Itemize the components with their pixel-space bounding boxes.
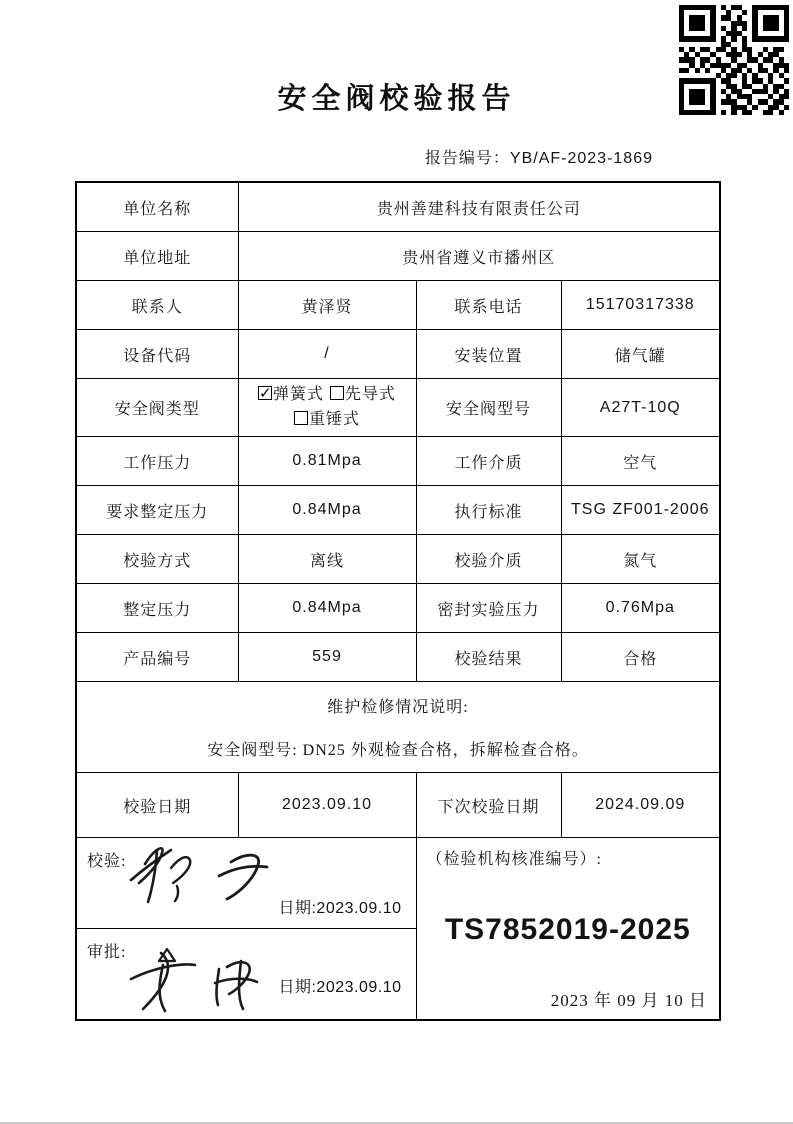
calibration-method-value: 离线 — [238, 535, 416, 584]
maintenance-note-cell — [76, 682, 720, 773]
product-number-value: 559 — [238, 633, 416, 682]
valve-model-value: A27T-10Q — [561, 379, 720, 437]
calibration-method-label: 校验方式 — [76, 535, 238, 584]
maintenance-note-detail: 安全阀型号: DN25 外观检查合格，拆解检查合格。 — [207, 742, 589, 759]
working-medium-value: 空气 — [561, 437, 720, 486]
standard-label: 执行标准 — [416, 486, 561, 535]
calibrator-date: 日期:2023.09.10 — [278, 900, 402, 917]
spring-checkbox — [258, 386, 272, 400]
calibration-medium-value: 氮气 — [561, 535, 720, 584]
contact-value: 黄泽贤 — [238, 281, 416, 330]
seal-test-pressure-label: 密封实验压力 — [416, 584, 561, 633]
maintenance-note-title: 维护检修情况说明: — [327, 699, 469, 716]
row-required-set-pressure — [76, 486, 720, 535]
next-calibration-date-value: 2024.09.09 — [561, 773, 720, 838]
approver-signature-cell — [76, 929, 416, 1021]
row-calibrator-signature — [76, 838, 720, 929]
unit-name-label: 单位名称 — [76, 182, 238, 232]
device-code-value: / — [238, 330, 416, 379]
valve-type-label: 安全阀类型 — [76, 379, 238, 437]
standard-value: TSG ZF001-2006 — [561, 486, 720, 535]
row-valve-type — [76, 379, 720, 437]
row-unit-address — [76, 232, 720, 281]
row-set-pressure — [76, 584, 720, 633]
required-set-pressure-value: 0.84Mpa — [238, 486, 416, 535]
product-number-label: 产品编号 — [76, 633, 238, 682]
unit-address-value: 贵州省遵义市播州区 — [238, 232, 720, 281]
spring-label: 弹簧式 — [272, 385, 324, 403]
report-number-line — [425, 145, 653, 168]
set-pressure-value: 0.84Mpa — [238, 584, 416, 633]
row-product-number — [76, 633, 720, 682]
result-label: 校验结果 — [416, 633, 561, 682]
valve-model-label: 安全阀型号 — [416, 379, 561, 437]
report-table — [75, 181, 721, 1021]
option-weight — [294, 411, 360, 428]
row-device-code — [76, 330, 720, 379]
approver-label: 审批: — [87, 944, 127, 961]
result-value: 合格 — [561, 633, 720, 682]
seal-test-pressure-value: 0.76Mpa — [561, 584, 720, 633]
unit-address-label: 单位地址 — [76, 232, 238, 281]
option-spring — [258, 386, 324, 403]
page-title: 安全阀校验报告 — [277, 83, 516, 115]
weight-checkbox — [294, 411, 308, 425]
unit-name-value: 贵州善建科技有限责任公司 — [238, 182, 720, 232]
working-medium-label: 工作介质 — [416, 437, 561, 486]
contact-label: 联系人 — [76, 281, 238, 330]
working-pressure-value: 0.81Mpa — [238, 437, 416, 486]
phone-value: 15170317338 — [561, 281, 720, 330]
approver-date: 日期:2023.09.10 — [278, 979, 402, 996]
pilot-label: 先导式 — [345, 385, 397, 403]
phone-label: 联系电话 — [416, 281, 561, 330]
device-code-label: 设备代码 — [76, 330, 238, 379]
agency-label: （检验机构核准编号）: — [426, 851, 602, 868]
calibrator-signature-cell — [76, 838, 416, 929]
calibrator-label: 校验: — [87, 853, 127, 870]
row-unit-name — [76, 182, 720, 232]
set-pressure-label: 整定压力 — [76, 584, 238, 633]
agency-approval-number: TS7852019-2025 — [444, 913, 691, 946]
row-contact — [76, 281, 720, 330]
row-calibration-method — [76, 535, 720, 584]
next-calibration-date-label: 下次校验日期 — [416, 773, 561, 838]
agency-cell — [416, 838, 720, 1021]
pilot-checkbox — [330, 386, 344, 400]
required-set-pressure-label: 要求整定压力 — [76, 486, 238, 535]
row-working-pressure — [76, 437, 720, 486]
working-pressure-label: 工作压力 — [76, 437, 238, 486]
valve-type-options — [238, 379, 416, 437]
calibration-date-value: 2023.09.10 — [238, 773, 416, 838]
row-maintenance-note — [76, 682, 720, 773]
install-position-value: 储气罐 — [561, 330, 720, 379]
calibration-date-label: 校验日期 — [76, 773, 238, 838]
agency-date: 2023 年 09 月 10 日 — [550, 991, 708, 1010]
calibration-medium-label: 校验介质 — [416, 535, 561, 584]
weight-label: 重锤式 — [308, 410, 360, 428]
option-pilot — [330, 386, 396, 403]
install-position-label: 安装位置 — [416, 330, 561, 379]
report-number-value: YB/AF-2023-1869 — [509, 150, 653, 167]
report-number-label: 报告编号： — [424, 150, 510, 167]
row-calibration-date — [76, 773, 720, 838]
